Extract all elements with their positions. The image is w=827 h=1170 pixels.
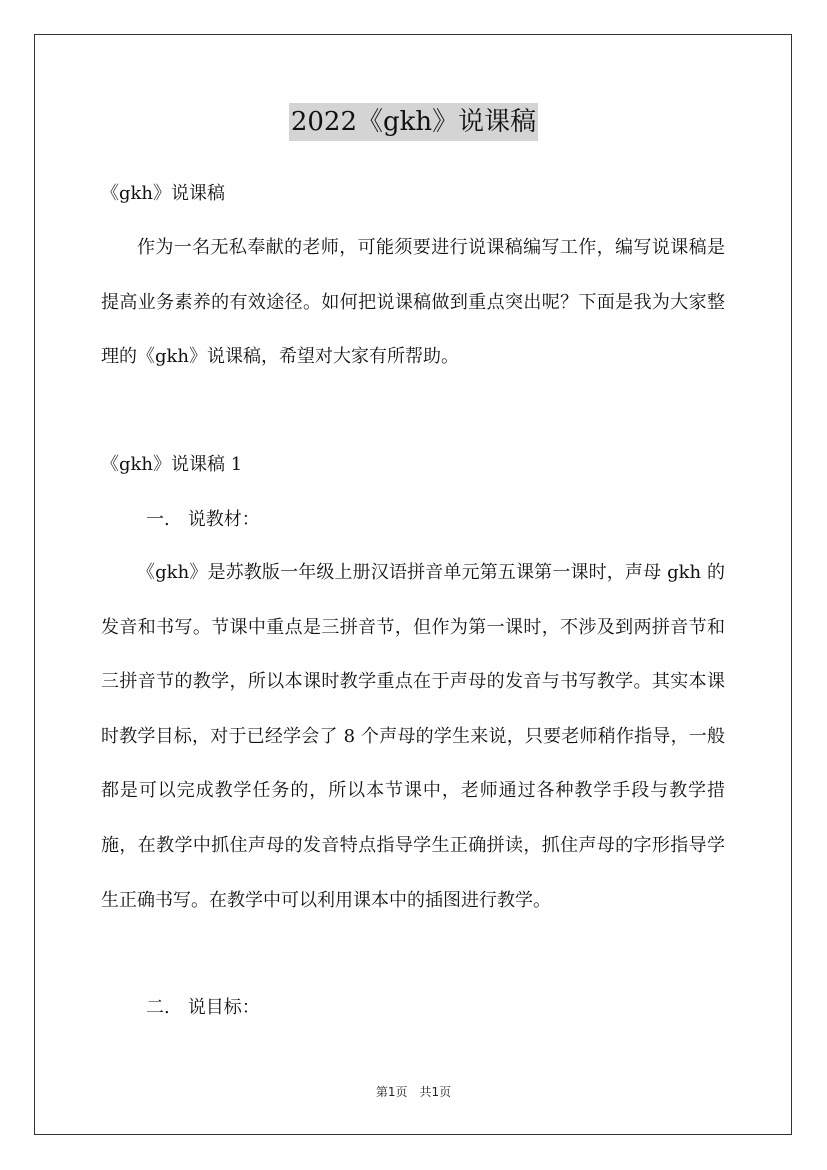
section-title: 《gkh》说课稿 1	[101, 454, 243, 475]
title-container	[0, 103, 827, 141]
heading-teaching-material: 一. 说教材：	[146, 509, 260, 530]
page-footer: 第1页 共1页	[375, 1085, 452, 1099]
document-title: 2022《gkh》说课稿	[289, 103, 538, 141]
heading-objectives: 二. 说目标：	[146, 997, 260, 1018]
document-subtitle: 《gkh》说课稿	[101, 183, 226, 204]
intro-paragraph: 作为一名无私奉献的老师，可能须要进行说课稿编写工作，编写说课稿是提高业务素养的有效途径。如何把说课稿做到重点突出呢？下面是我为大家整理的《gkh》说课稿，希望对大家有所帮助。	[101, 237, 725, 368]
teaching-material-paragraph: 《gkh》是苏教版一年级上册汉语拼音单元第五课第一课时，声母 gkh 的发音和书写。节课中重点是三拼音节，但作为第一课时，不涉及到两拼音节和三拼音节的教学，所以本课时教学重点在于声母的发音与书写教学。其实本课时教学目标，对于已经学会了 8 个声母的学生来说，只要老师稍作指导，一般都是可以完成教学任务的，所以本节课中，老师通过各种教学手段与教学措施，在教学中抓住声母的发音特点指导学生正确拼读，抓住声母的字形指导学生正确书写。在教学中可以利用课本中的插图进行教学。	[101, 562, 725, 911]
